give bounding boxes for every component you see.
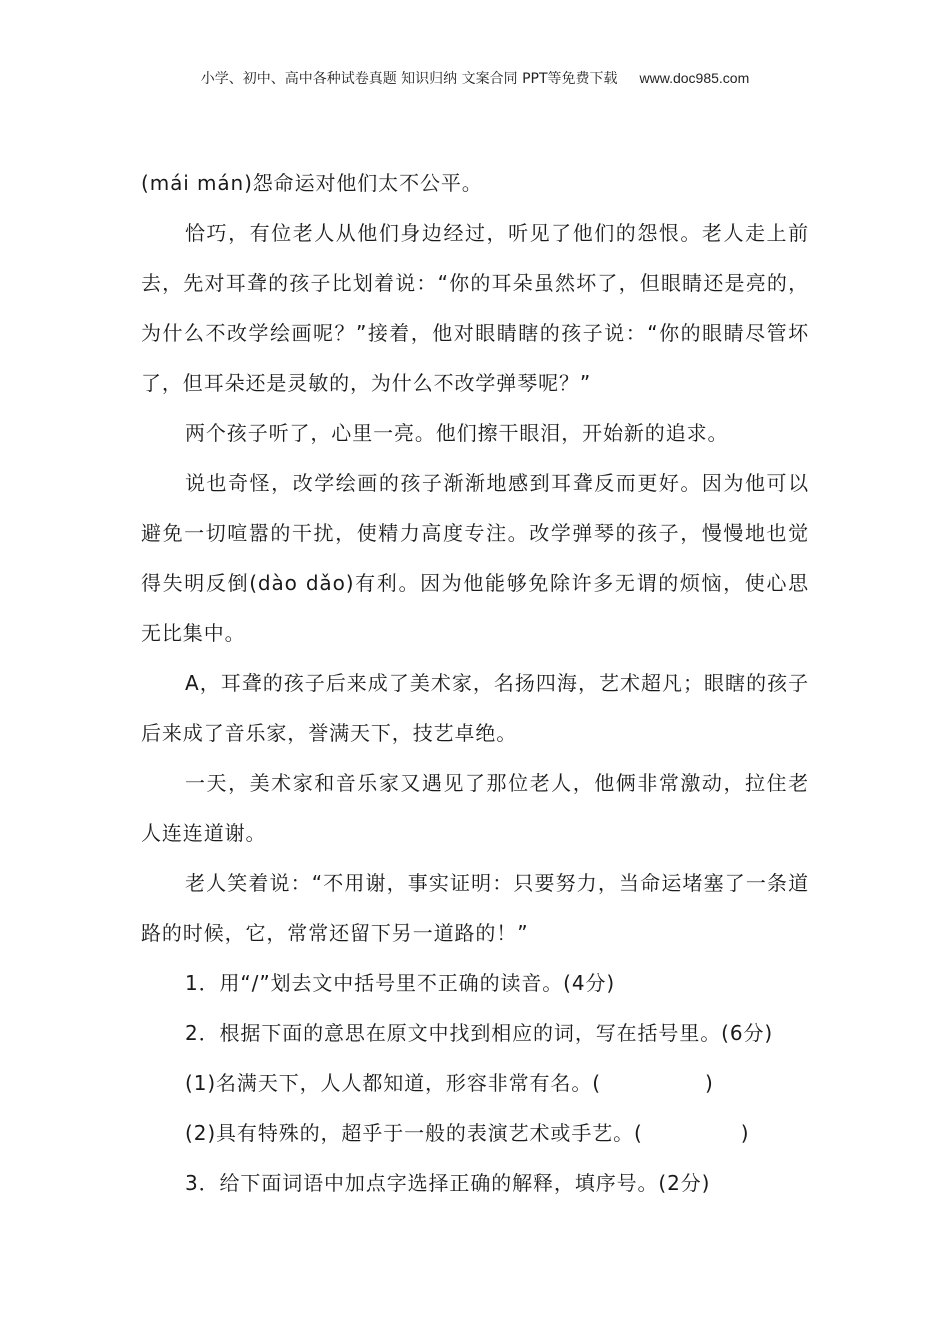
- question-2-item-2-text: (2)具有特殊的，超乎于一般的表演艺术或手艺。(: [185, 1121, 643, 1145]
- close-paren-2: ): [740, 1121, 750, 1145]
- article-body: [141, 158, 809, 1208]
- question-2-item-2: [141, 1108, 809, 1158]
- paragraph-6: 一天，美术家和音乐家又遇见了那位老人，他俩非常激动，拉住老人连连道谢。: [141, 771, 809, 845]
- page-header: [0, 68, 950, 88]
- paragraph-5: A，耳聋的孩子后来成了美术家，名扬四海，艺术超凡；眼瞎的孩子后来成了音乐家，誉满天下，技艺卓绝。: [141, 671, 809, 745]
- close-paren-1: ): [704, 1071, 714, 1095]
- paragraph-7: 老人笑着说：“不用谢，事实证明：只要努力，当命运堵塞了一条道路的时候，它，常常还留下另一道路的！”: [141, 871, 809, 945]
- paragraph-2: 恰巧，有位老人从他们身边经过，听见了他们的怨恨。老人走上前去，先对耳聋的孩子比划着说：“你的耳朵虽然坏了，但眼睛还是亮的，为什么不改学绘画呢？”接着，他对眼睛瞎的孩子说：“你的眼睛尽管坏了，但耳朵还是灵敏的，为什么不改学弹琴呢？”: [141, 221, 809, 395]
- header-url[interactable]: www.doc985.com: [639, 70, 750, 86]
- paragraph-1: (mái mán)怨命运对他们太不公平。: [141, 171, 483, 195]
- question-3: 3．给下面词语中加点字选择正确的解释，填序号。(2分): [185, 1171, 711, 1195]
- question-2-item-1: [141, 1058, 809, 1108]
- question-2-item-1-text: (1)名满天下，人人都知道，形容非常有名。(: [185, 1071, 601, 1095]
- paragraph-4: 说也奇怪，改学绘画的孩子渐渐地感到耳聋反而更好。因为他可以避免一切喧嚣的干扰，使精力高度专注。改学弹琴的孩子，慢慢地也觉得失明反倒(dào dǎo)有利。因为他能够免除许多无谓的烦恼，使心思无比集中。: [141, 471, 809, 645]
- question-1: 1．用“/”划去文中括号里不正确的读音。(4分): [185, 971, 616, 995]
- header-text: 小学、初中、高中各种试卷真题 知识归纳 文案合同 PPT等免费下载: [200, 71, 618, 87]
- paragraph-3: 两个孩子听了，心里一亮。他们擦干眼泪，开始新的追求。: [185, 421, 729, 445]
- question-2: 2．根据下面的意思在原文中找到相应的词，写在括号里。(6分): [185, 1021, 774, 1045]
